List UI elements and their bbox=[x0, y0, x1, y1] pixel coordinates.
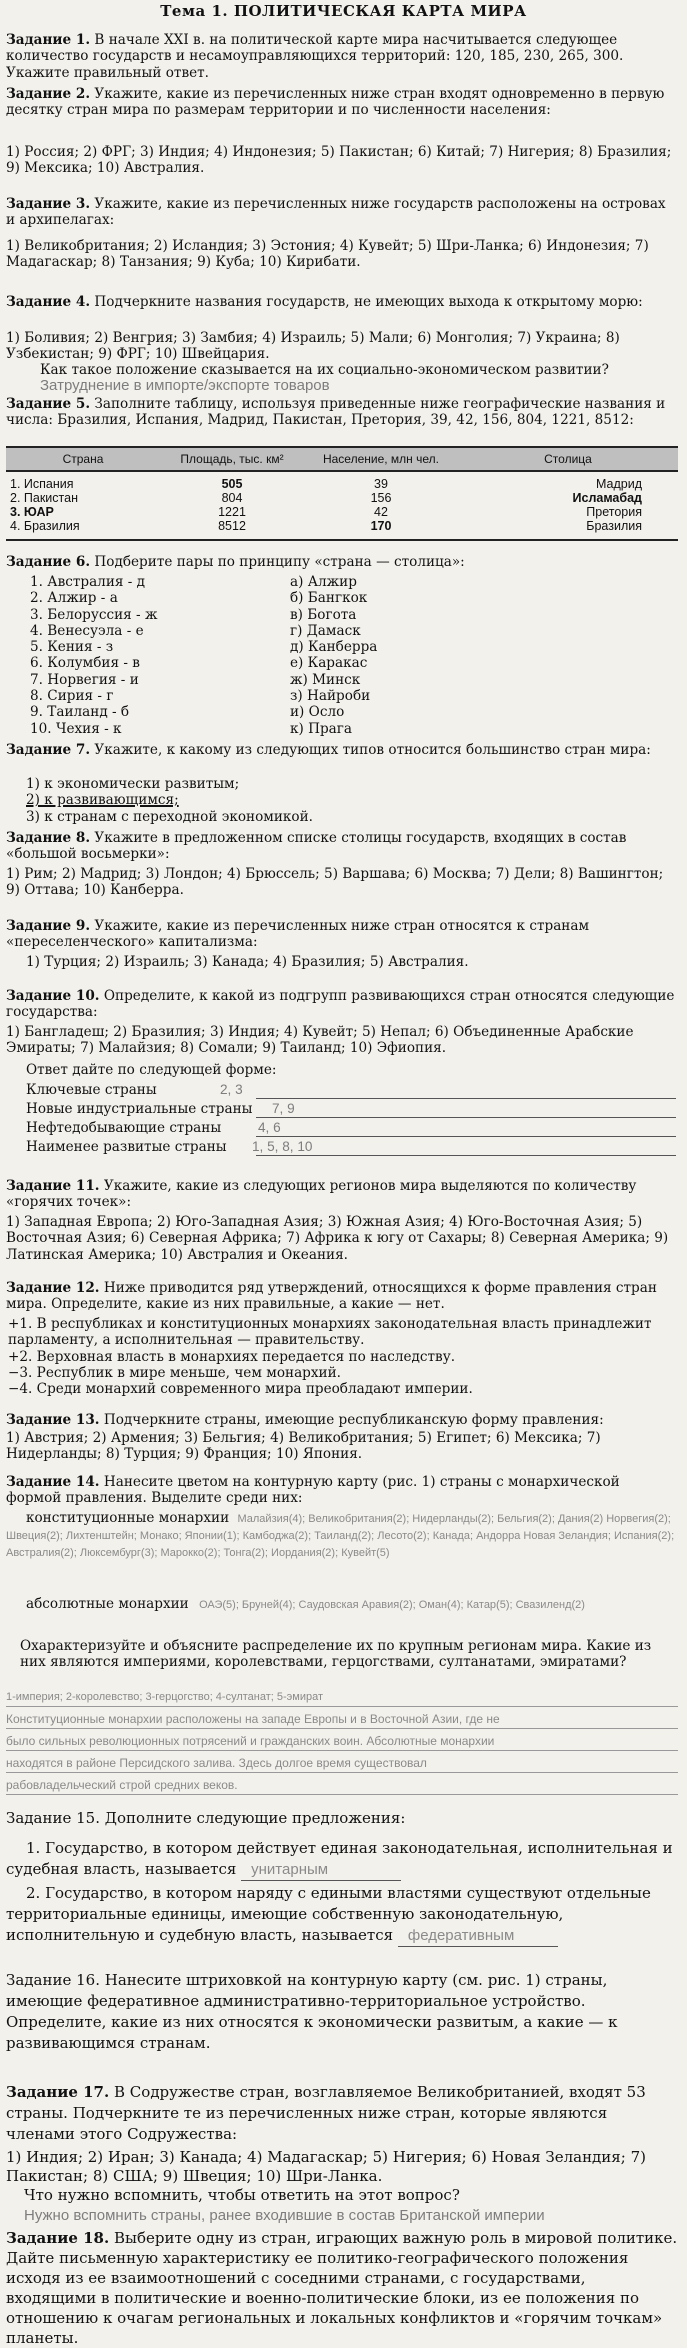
capital-item: а) Алжир bbox=[290, 574, 357, 590]
task-9 bbox=[6, 918, 678, 951]
country-item: 3. Белоруссия - ж bbox=[30, 606, 158, 623]
country-item: 2. Алжир - а bbox=[30, 590, 118, 607]
column-header: Площадь, тыс. км² bbox=[160, 447, 304, 471]
task-7 bbox=[6, 742, 678, 758]
capital-item: и) Осло bbox=[290, 704, 345, 721]
task-8-heading: Задание 8. bbox=[6, 830, 91, 846]
task-14 bbox=[6, 1474, 678, 1507]
capital-item: е) Каракас bbox=[290, 655, 368, 672]
option-item[interactable]: 1) к экономически развитым; bbox=[26, 776, 240, 792]
capital-item: в) Богота bbox=[290, 606, 357, 623]
task-18 bbox=[6, 2228, 678, 2348]
column-header: Страна bbox=[6, 447, 160, 471]
task-6-text: Подберите пары по принципу «страна — столица»: bbox=[94, 554, 465, 570]
task-14-abs bbox=[6, 1596, 678, 1613]
statement-item[interactable]: −4. Среди монархий современного мира преобладают империи. bbox=[8, 1381, 473, 1398]
task-6 bbox=[6, 554, 678, 570]
task-2-options: 1) Россия; 2) ФРГ; 3) Индия; 4) Индонезия; 5) Пакистан; 6) Китай; 7) Нигерия; 8) Бразилия; 9) Мексика; 10) Австралия. bbox=[6, 144, 672, 177]
task-9-heading: Задание 9. bbox=[6, 918, 91, 934]
capitals-table bbox=[6, 446, 678, 541]
task-18-heading: Задание 18. bbox=[6, 2229, 110, 2247]
table-cell[interactable]: 8512 bbox=[218, 519, 246, 534]
table-cell[interactable]: 170 bbox=[370, 519, 392, 534]
task-5-text: Заполните таблицу, используя приведенные ниже географические названия и числа: Бразилия, Испания, Мадрид, Пакистан, Претория, 39, 42, 156, 804, 1221, 8512: bbox=[6, 396, 666, 429]
task-8-text: Укажите в предложенном списке столицы государств, входящих в состав «большой восьмерки»: bbox=[6, 830, 627, 863]
capital-item: к) Прага bbox=[290, 720, 353, 737]
task-5-heading: Задание 5. bbox=[6, 396, 91, 412]
answer-row bbox=[26, 1082, 676, 1101]
table-cell[interactable]: Исламабад bbox=[572, 491, 642, 506]
answer-line[interactable]: 1-империя; 2-королевство; 3-герцогство; 4-султанат; 5-эмират bbox=[6, 1688, 678, 1707]
task-14-question: Охарактеризуйте и объясните распределение их по крупным регионам мира. Какие из них являются империями, королевствами, герцогствами, султанатами, эмиратами? bbox=[20, 1638, 652, 1671]
table-cell: 3. ЮАР bbox=[10, 505, 54, 520]
task-5 bbox=[6, 396, 678, 429]
table-cell[interactable]: Претория bbox=[586, 505, 642, 520]
page-title: Тема 1. ПОЛИТИЧЕСКАЯ КАРТА МИРА bbox=[160, 2, 527, 20]
task-17-options: 1) Индия; 2) Иран; 3) Канада; 4) Мадагаскар; 5) Нигерия; 6) Новая Зеландия; 7) Пакистан; 8) США; 9) Швеция; 10) Шри-Ланка. bbox=[6, 2148, 646, 2185]
task-17-answer[interactable]: Нужно вспомнить страны, ранее входившие в состав Британской империи bbox=[24, 2207, 545, 2224]
table-cell: 2. Пакистан bbox=[10, 491, 78, 506]
task-12-text: Ниже приводится ряд утверждений, относящихся к форме правления стран мира. Определите, какие из них правильные, а какие — нет. bbox=[6, 1280, 657, 1313]
task-11-text: Укажите, какие из следующих регионов мира выделяются по количеству «горячих точек»: bbox=[6, 1178, 637, 1211]
table-cell[interactable]: 39 bbox=[374, 477, 388, 492]
absolute-label: абсолютные монархии bbox=[26, 1596, 189, 1612]
table-cell: 1. Испания bbox=[10, 477, 74, 492]
task-2-heading: Задание 2. bbox=[6, 86, 91, 102]
table-cell[interactable]: Мадрид bbox=[595, 477, 642, 492]
task-9-options: 1) Турция; 2) Израиль; 3) Канада; 4) Бразилия; 5) Австралия. bbox=[26, 954, 469, 970]
answer-row bbox=[26, 1120, 676, 1139]
answer-label: Наименее развитые страны bbox=[26, 1139, 227, 1155]
task-14-const bbox=[6, 1510, 678, 1561]
country-item: 10. Чехия - к bbox=[30, 720, 122, 737]
task-13-heading: Задание 13. bbox=[6, 1412, 100, 1428]
task-17-question: Что нужно вспомнить, чтобы ответить на этот вопрос? bbox=[24, 2186, 460, 2204]
task-15-sentence-2: 2. Государство, в котором наряду с едиными властями существуют отдельные территориальные единицы, имеющие собственную законодательную, исполнительную и судебную власть, называется федеративным bbox=[6, 1883, 678, 1947]
constitutional-label: конституционные монархии bbox=[26, 1510, 230, 1526]
option-item[interactable]: 3) к странам с переходной экономикой. bbox=[26, 808, 313, 825]
task-18-text: Выберите одну из стран, играющих важную роль в мировой политике. Дайте письменную характеристику ее политико-географического положения исходя из ее взаимоотношений с соседними странами, с государствами, входящими в политические и военно-политические блоки, из ее положения по отношению к очагам региональных и локальных конфликтов и «горячим точкам» планеты. bbox=[6, 2229, 678, 2347]
task-4 bbox=[6, 294, 678, 310]
task-3-options: 1) Великобритания; 2) Исландия; 3) Эстония; 4) Кувейт; 5) Шри-Ланка; 6) Индонезия; 7) Мадагаскар; 8) Танзания; 9) Куба; 10) Кирибати. bbox=[6, 238, 649, 271]
blank-answer[interactable]: федеративным bbox=[398, 1925, 558, 1947]
answer-label: Нефтедобывающие страны bbox=[26, 1120, 222, 1136]
statement-item[interactable]: +2. Верховная власть в монархиях передается по наследству. bbox=[8, 1348, 456, 1365]
capital-item: д) Канберра bbox=[290, 639, 378, 656]
task-3-text: Укажите, какие из перечисленных ниже государств расположены на островах и архипелагах: bbox=[6, 196, 666, 229]
country-item: 1. Австралия - д bbox=[30, 574, 146, 590]
task-16-heading: Задание 16. bbox=[6, 1971, 100, 1989]
task-10 bbox=[6, 988, 678, 1021]
task-6-pairs bbox=[30, 574, 630, 737]
task-14-text: Нанесите цветом на контурную карту (рис. 1) страны с монархической формой правления. Выделите среди них: bbox=[6, 1474, 620, 1507]
task-1 bbox=[6, 32, 678, 81]
column-header: Столица bbox=[458, 447, 678, 471]
task-11-options: 1) Западная Европа; 2) Юго-Западная Азия; 3) Южная Азия; 4) Юго-Восточная Азия; 5) Восточная Азия; 6) Северная Африка; 7) Африка к югу от Сахары; 8) Северная Америка; 9) Латинская Америка; 10) Австралия и Океания. bbox=[6, 1214, 669, 1263]
answer-line[interactable]: было сильных революционных потрясений и гражданских воин. Абсолютные монархии bbox=[6, 1729, 678, 1751]
blank-answer[interactable]: унитарным bbox=[241, 1859, 401, 1881]
answer-row bbox=[26, 1139, 676, 1158]
constitutional-answer[interactable]: Малайзия(4); Великобритания(2); Нидерланды(2); Бельгия(2); Дания(2) Норвегия(2); Швеция(2); Лихтенштейн; Монако; Японии(1); Камбоджа(2); Таиланд(2); Лесото(2); Канада; Андорра Новая Зеландия; Испания(2); Австралия(2); Люксембург(3); Марокко(2); Тонга(2); Иордания(2); Кувейт(5) bbox=[6, 1513, 675, 1559]
task-13 bbox=[6, 1412, 678, 1428]
task-13-text: Подчеркните страны, имеющие республиканскую форму правления: bbox=[103, 1412, 604, 1428]
capital-item: б) Бангкок bbox=[290, 590, 368, 607]
task-16-text: Нанесите штриховкой на контурную карту (см. рис. 1) страны, имеющие федеративное административно-территориальное устройство. Определите, какие из них относятся к экономически развитым, а какие — к развивающимся странам. bbox=[6, 1971, 618, 2052]
task-7-options bbox=[26, 776, 666, 825]
table-cell[interactable]: 505 bbox=[221, 477, 243, 492]
task-4-heading: Задание 4. bbox=[6, 294, 91, 310]
table-cell[interactable]: 42 bbox=[374, 505, 388, 520]
task-1-text: В начале XXI в. на политической карте мира насчитывается следующее количество государств и несамоуправляющихся территорий: 120, 185, 230, 265, 300. Укажите правильный ответ. bbox=[6, 32, 624, 81]
task-15-heading: Задание 15. bbox=[6, 1809, 100, 1827]
task-15 bbox=[6, 1808, 678, 1829]
country-item: 5. Кения - з bbox=[30, 639, 114, 656]
answer-line[interactable]: Конституционные монархии расположены на западе Европы и в Восточной Азии, где не bbox=[6, 1707, 678, 1729]
task-10-form-label: Ответ дайте по следующей форме: bbox=[26, 1062, 277, 1078]
task-9-text: Укажите, какие из перечисленных ниже стран относятся к странам «переселенческого» капитализма: bbox=[6, 918, 590, 951]
task-10-text: Определите, к какой из подгрупп развивающихся стран относятся следующие государства: bbox=[6, 988, 675, 1021]
task-10-answer-form bbox=[26, 1082, 676, 1158]
task-3-heading: Задание 3. bbox=[6, 196, 91, 212]
task-1-heading: Задание 1. bbox=[6, 32, 91, 48]
task-8 bbox=[6, 830, 678, 863]
table-cell[interactable]: 804 bbox=[221, 491, 243, 506]
table-row bbox=[6, 519, 678, 533]
answer-label: Ключевые страны bbox=[26, 1082, 157, 1098]
country-item: 8. Сирия - г bbox=[30, 688, 114, 705]
task-4-text: Подчеркните названия государств, не имеющих выхода к открытому морю: bbox=[94, 294, 643, 310]
task-7-text: Укажите, к какому из следующих типов относится большинство стран мира: bbox=[94, 742, 651, 758]
answer-line[interactable]: рабовладельческий строй средних веков. bbox=[6, 1773, 678, 1795]
answer-value[interactable]: 4, 6 bbox=[258, 1120, 281, 1135]
task-8-options: 1) Рим; 2) Мадрид; 3) Лондон; 4) Брюссель; 5) Варшава; 6) Москва; 7) Дели; 8) Вашингтон; 9) Оттава; 10) Канберра. bbox=[6, 866, 664, 899]
answer-line[interactable]: находятся в районе Персидского залива. Здесь долгое время существовал bbox=[6, 1751, 678, 1773]
table-row bbox=[6, 477, 678, 491]
country-item: 9. Таиланд - б bbox=[30, 704, 130, 721]
task-14-heading: Задание 14. bbox=[6, 1474, 100, 1490]
country-item: 4. Венесуэла - е bbox=[30, 622, 144, 639]
table-cell[interactable]: 1221 bbox=[218, 505, 246, 520]
table-cell[interactable]: Бразилия bbox=[586, 519, 642, 534]
task-14-answer bbox=[6, 1688, 678, 1795]
task-4-answer[interactable]: Затруднение в импорте/экспорте товаров bbox=[40, 377, 330, 394]
task-3 bbox=[6, 196, 678, 229]
task-12-statements bbox=[8, 1316, 678, 1397]
table-header-row bbox=[6, 447, 678, 471]
task-11 bbox=[6, 1178, 678, 1211]
task-11-heading: Задание 11. bbox=[6, 1178, 100, 1194]
table-row bbox=[6, 491, 678, 505]
task-17 bbox=[6, 2082, 678, 2145]
statement-item[interactable]: −3. Республик в мире меньше, чем монархий. bbox=[8, 1364, 341, 1381]
table-row bbox=[6, 505, 678, 519]
answer-value[interactable]: 1, 5, 8, 10 bbox=[252, 1139, 313, 1154]
answer-label: Новые индустриальные страны bbox=[26, 1101, 253, 1117]
task-17-heading: Задание 17. bbox=[6, 2083, 110, 2101]
table-cell[interactable]: 156 bbox=[370, 491, 392, 506]
answer-value[interactable]: 7, 9 bbox=[272, 1101, 295, 1116]
task-5-table-wrap bbox=[6, 446, 678, 541]
capital-item: г) Дамаск bbox=[290, 622, 361, 639]
absolute-answer[interactable]: ОАЭ(5); Бруней(4); Саудовская Аравия(2); Оман(4); Катар(5); Свазиленд(2) bbox=[199, 1599, 585, 1611]
table-cell: 4. Бразилия bbox=[10, 519, 80, 534]
task-4-options: 1) Боливия; 2) Венгрия; 3) Замбия; 4) Израиль; 5) Мали; 6) Монголия; 7) Украина; 8) Узбекистан; 9) ФРГ; 10) Швейцария. bbox=[6, 330, 620, 363]
statement-item[interactable]: +1. В республиках и конституционных монархиях законодательная власть принадлежит парламенту, а исполнительная — правительству. bbox=[8, 1316, 652, 1349]
capital-item: ж) Минск bbox=[290, 671, 361, 688]
task-10-heading: Задание 10. bbox=[6, 988, 100, 1004]
task-4-question: Как такое положение сказывается на их социально-экономическом развитии? bbox=[40, 362, 609, 378]
task-15-text: Дополните следующие предложения: bbox=[104, 1809, 406, 1827]
task-15-sentence-1: 1. Государство, в котором действует единая законодательная, исполнительная и судебная власть, называется унитарным bbox=[6, 1838, 678, 1881]
task-7-heading: Задание 7. bbox=[6, 742, 91, 758]
task-6-heading: Задание 6. bbox=[6, 554, 91, 570]
task-12-heading: Задание 12. bbox=[6, 1280, 100, 1296]
country-item: 7. Норвегия - и bbox=[30, 671, 139, 688]
task-2-text: Укажите, какие из перечисленных ниже стран входят одновременно в первую десятку стран мира по размерам территории и по численности населения: bbox=[6, 86, 665, 119]
task-10-options: 1) Бангладеш; 2) Бразилия; 3) Индия; 4) Кувейт; 5) Непал; 6) Объединенные Арабские Эмираты; 7) Малайзия; 8) Сомали; 9) Таиланд; 10) Эфиопия. bbox=[6, 1024, 634, 1057]
task-13-options: 1) Австрия; 2) Армения; 3) Бельгия; 4) Великобритания; 5) Египет; 6) Мексика; 7) Нидерланды; 8) Турция; 9) Франция; 10) Япония. bbox=[6, 1430, 601, 1463]
column-header: Население, млн чел. bbox=[304, 447, 458, 471]
answer-value[interactable]: 2, 3 bbox=[220, 1082, 243, 1097]
task-2 bbox=[6, 86, 678, 119]
task-17-text: В Содружестве стран, возглавляемое Великобританией, входят 53 страны. Подчеркните те из перечисленных ниже стран, которые являются членами этого Содружества: bbox=[6, 2083, 646, 2143]
answer-row bbox=[26, 1101, 676, 1120]
country-item: 6. Колумбия - в bbox=[30, 655, 140, 672]
task-12 bbox=[6, 1280, 678, 1313]
task-16 bbox=[6, 1970, 678, 2054]
option-item-selected[interactable]: 2) к развивающимся; bbox=[26, 792, 179, 809]
capital-item: з) Найроби bbox=[290, 688, 371, 705]
